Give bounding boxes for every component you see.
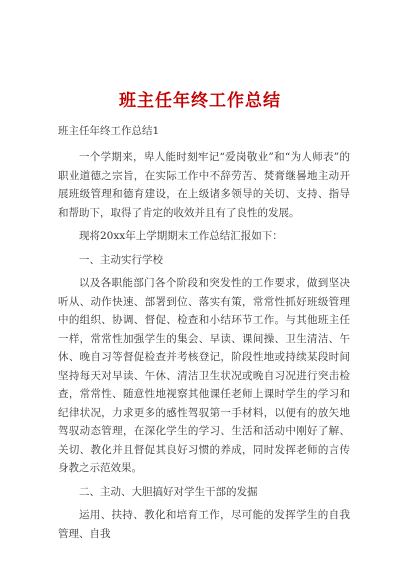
document-title: 班主任年终工作总结 [119,91,281,111]
paragraph-intro: 一个学期来，卑人能时刻牢记“爱岗敬业”和“为人师表”的职业道德之宗旨，在实际工作中不辞劳苦、焚膏继晷地主动开展班级管理和德育建设，在上级诸多领导的关切、支持、指导和帮助下，取得了肯定的收效并且有了良性的发展。 [58,151,350,219]
section-heading-2: 二、主动、大胆搞好对学生干部的发掘 [79,485,258,498]
paragraph-section-1: 以及各职能部门各个阶段和突发性的工作要求，做到坚决听从、动作快速、部署到位、落实有策，常常性抓好班级管理中的组织、协调、督促、检查和小结环节工作。与其他班主任一样，常常性加强学生的集会、早读、课间操、卫生清洁、午休、晚自习等督促检查并考核登记，阶段性地或持续某段时间坚持每天对早读、午休、清洁卫生状况或晚自习况进行突击检查，常常性、随意性地视察其他课任老师上课时学生的学习和纪律状况，力求更多的感性驾驭第一手材料，以便有的放矢地驾驭动态管理，在深化学生的学习、生活和活动中刚好了解、关切、教化并且督促其良好习惯的养成，同时发挥老师的言传身教之示范效果。 [58,277,350,474]
paragraph-section-2: 运用、扶持、教化和培育工作，尽可能的发挥学生的自我管理、自我 [58,509,350,540]
document-subtitle: 班主任年终工作总结1 [58,125,160,137]
document-body [58,148,350,543]
section-heading-1: 一、主动实行学校 [79,253,163,266]
paragraph-report: 现将20xx年上学期期末工作总结汇报如下： [79,230,283,242]
